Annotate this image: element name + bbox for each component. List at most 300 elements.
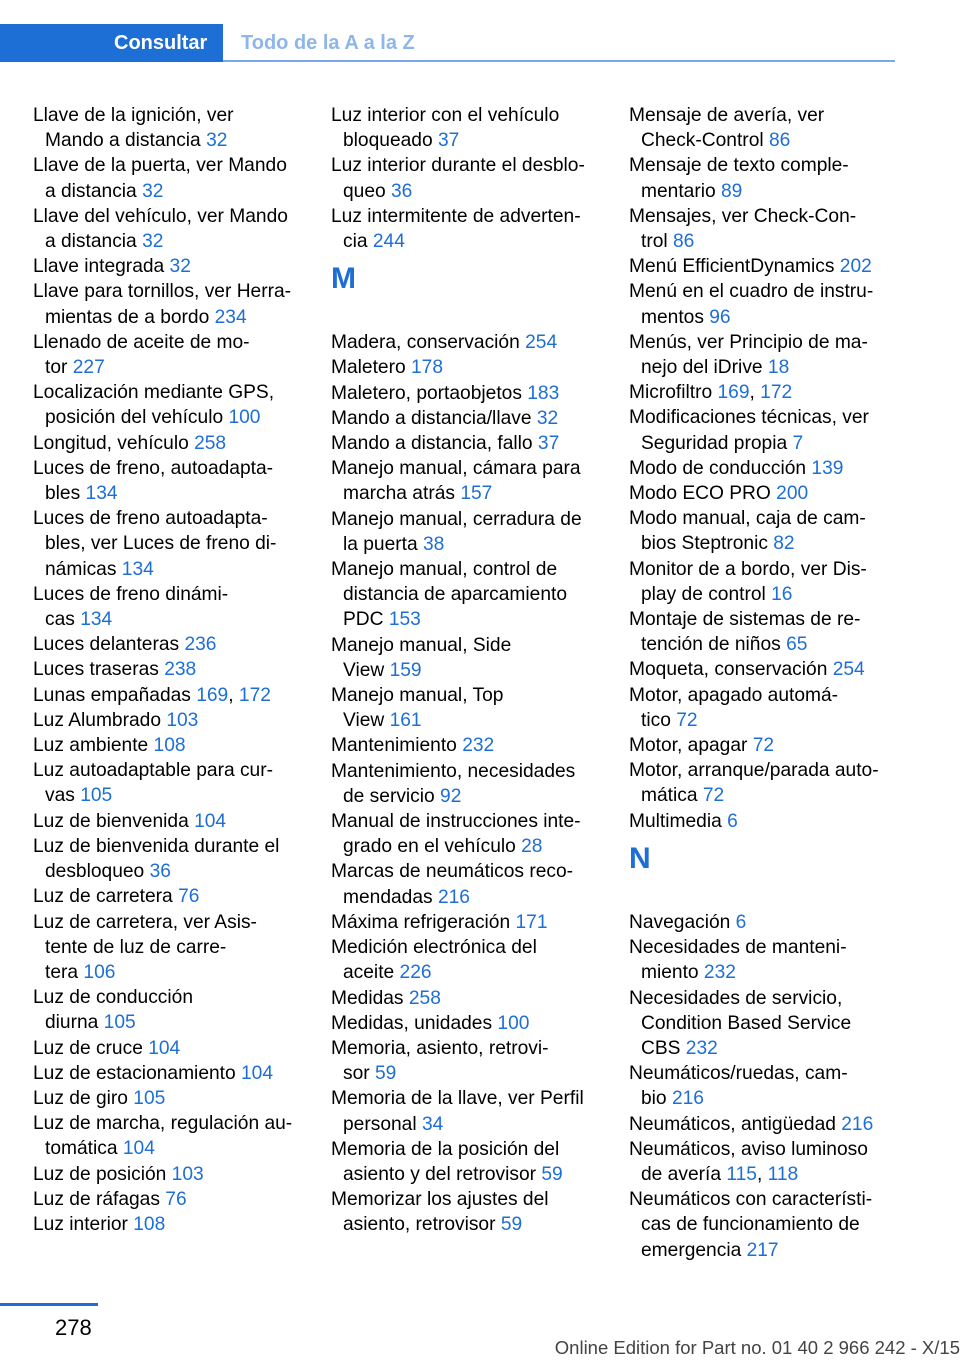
- entry-text: Mando a distancia, fallo: [331, 433, 538, 455]
- index-entry: [33, 254, 308, 279]
- entry-text: Multimedia: [629, 810, 728, 832]
- entry-text: Llenado de aceite de mo‐: [33, 331, 250, 353]
- page-link[interactable]: 172: [238, 684, 271, 706]
- page-link[interactable]: 172: [760, 382, 793, 404]
- index-entry: [629, 204, 895, 254]
- index-entry: [629, 733, 895, 758]
- entry-text: cas de funcionamiento de: [641, 1214, 860, 1236]
- index-entry: [33, 758, 308, 808]
- index-entry: [33, 204, 308, 254]
- page-link[interactable]: 236: [184, 634, 217, 656]
- entry-text: mática: [641, 785, 703, 807]
- entry-text: Memorizar los ajustes del: [331, 1189, 549, 1211]
- page-link[interactable]: 134: [80, 609, 113, 631]
- entry-text: Monitor de a bordo, ver Dis‐: [629, 558, 867, 580]
- index-entry: Neumáticos, aviso luminoso de avería 115, 118: [629, 1138, 868, 1185]
- entry-text: Montaje de sistemas de re‐: [629, 609, 861, 631]
- entry-text: Luces de freno autoadapta‐: [33, 508, 268, 530]
- index-entry: [33, 1086, 308, 1111]
- index-entry: [331, 935, 606, 985]
- page-link[interactable]: 37: [437, 130, 460, 152]
- entry-text: tera: [45, 961, 84, 983]
- entry-text: miento: [641, 962, 704, 984]
- entry-text: Manual de instrucciones inte‐: [331, 811, 581, 833]
- index-entry: Lunas empañadas 169, 172: [33, 684, 271, 706]
- section-title[interactable]: Todo de la A a la Z: [241, 32, 415, 54]
- page-link[interactable]: 226: [399, 962, 432, 984]
- entry-text: Necesidades de servicio,: [629, 987, 843, 1009]
- entry-text: tente de luz de carre‐: [45, 936, 227, 958]
- entry-text: Mantenimiento: [331, 735, 463, 757]
- page-link[interactable]: 6: [735, 911, 747, 933]
- index-entry: [629, 405, 895, 455]
- entry-text: vas: [45, 785, 81, 807]
- entry-text: nejo del iDrive: [641, 357, 768, 379]
- index-column-2: [331, 103, 606, 1238]
- page-link[interactable]: 216: [841, 1113, 874, 1135]
- entry-text: tención de niños: [641, 634, 787, 656]
- entry-text: Longitud, vehículo: [33, 432, 195, 454]
- entry-text: Maletero: [331, 357, 411, 379]
- page-link[interactable]: 106: [83, 961, 116, 983]
- index-entry: [331, 153, 606, 203]
- page-link[interactable]: 234: [214, 306, 247, 328]
- page-link[interactable]: 254: [832, 659, 865, 681]
- entry-text: Mantenimiento, necesidades: [331, 760, 576, 782]
- index-entry: [629, 986, 895, 1062]
- entry-text: Neumáticos, antigüedad: [629, 1113, 842, 1135]
- index-entry: [331, 406, 606, 431]
- index-entry: [331, 557, 606, 633]
- page-link[interactable]: 258: [194, 432, 227, 454]
- entry-text: Mando a distancia: [45, 130, 207, 152]
- page-link[interactable]: 134: [121, 558, 154, 580]
- index-entry: [331, 1137, 606, 1187]
- entry-text: bio: [641, 1088, 672, 1110]
- index-entry: [629, 330, 895, 380]
- page-link[interactable]: 89: [720, 180, 743, 202]
- entry-text: Motor, apagado automá‐: [629, 684, 839, 706]
- entry-text: Moqueta, conservación: [629, 659, 833, 681]
- page-link[interactable]: 232: [462, 735, 495, 757]
- entry-text: Neumáticos con característi‐: [629, 1189, 873, 1211]
- page-link[interactable]: 18: [767, 357, 790, 379]
- index-entry: [33, 506, 308, 582]
- entry-text: Manejo manual, cámara para: [331, 458, 581, 480]
- entry-text: Lunas empañadas: [33, 684, 197, 706]
- entry-text: Condition Based Service: [641, 1012, 852, 1034]
- index-entry: [629, 254, 895, 279]
- index-entry: [331, 910, 606, 935]
- index-entry: [629, 279, 895, 329]
- entry-text: Manejo manual, control de: [331, 559, 558, 581]
- entry-text: la puerta: [343, 533, 424, 555]
- page-link[interactable]: 36: [149, 861, 171, 883]
- index-entry: [629, 506, 895, 556]
- entry-text: Luz de cruce: [33, 1037, 149, 1059]
- entry-text: Luz intermitente de adverten‐: [331, 205, 581, 227]
- page-link[interactable]: 159: [389, 659, 422, 681]
- entry-text: de servicio: [343, 785, 441, 807]
- page-link[interactable]: 76: [165, 1188, 187, 1210]
- entry-text: námicas: [45, 558, 122, 580]
- index-entry: [33, 456, 308, 506]
- entry-text: posición del vehículo: [45, 407, 229, 429]
- index-entry: [33, 279, 308, 329]
- page-link[interactable]: 59: [375, 1063, 397, 1085]
- entry-text: Manejo manual, Side: [331, 634, 512, 656]
- entry-text: mentos: [641, 306, 710, 328]
- index-entry: [33, 985, 308, 1035]
- entry-text: bloqueado: [343, 130, 438, 152]
- index-entry: [331, 1187, 606, 1237]
- index-entry: [331, 733, 606, 758]
- page-link[interactable]: 178: [410, 357, 443, 379]
- index-entry: [331, 431, 606, 456]
- entry-text: Check-Control: [641, 130, 769, 152]
- entry-text: bles, ver Luces de freno di‐: [45, 533, 277, 555]
- edition-note: Online Edition for Part no. 01 40 2 966 242 - X/15: [554, 1337, 960, 1358]
- entry-text: Luz de giro: [33, 1087, 134, 1109]
- entry-text: Maletero, portaobjetos: [331, 382, 528, 404]
- index-entry: [629, 683, 895, 733]
- entry-text: desbloqueo: [45, 861, 150, 883]
- entry-text: de avería: [641, 1163, 727, 1185]
- entry-text: trol: [641, 231, 673, 253]
- index-entry: [331, 381, 606, 406]
- index-entry: [33, 1162, 308, 1187]
- header-rule: [223, 60, 895, 62]
- page-link[interactable]: 153: [388, 609, 421, 631]
- index-entry: [33, 1061, 308, 1086]
- footer-rule: [0, 1303, 98, 1306]
- entry-text: View: [343, 710, 390, 732]
- entry-text: mentario: [641, 180, 721, 202]
- entry-text: play de control: [641, 583, 772, 605]
- page-link[interactable]: 161: [389, 710, 422, 732]
- page-link[interactable]: 104: [122, 1138, 155, 1160]
- entry-text: Luz de posición: [33, 1163, 172, 1185]
- entry-text: asiento, retrovisor: [343, 1214, 501, 1236]
- page-link[interactable]: 216: [671, 1088, 704, 1110]
- entry-text: Manejo manual, Top: [331, 685, 504, 707]
- page-link[interactable]: 258: [408, 987, 441, 1009]
- page-link[interactable]: 34: [421, 1113, 444, 1135]
- page-link[interactable]: 217: [746, 1239, 779, 1261]
- entry-text: queo: [343, 180, 392, 202]
- page-link[interactable]: 82: [773, 533, 795, 555]
- index-entry: [331, 859, 606, 909]
- entry-text: Luz Alumbrado: [33, 709, 167, 731]
- page-link[interactable]: 169: [717, 382, 750, 404]
- page-link[interactable]: 32: [536, 407, 559, 429]
- page-link[interactable]: 86: [673, 231, 695, 253]
- entry-text: PDC: [343, 609, 389, 631]
- page-link[interactable]: 36: [391, 180, 413, 202]
- page-link[interactable]: 115: [726, 1163, 757, 1185]
- entry-text: Luces traseras: [33, 659, 165, 681]
- page-link[interactable]: 105: [133, 1087, 166, 1109]
- page-link[interactable]: 103: [166, 709, 199, 731]
- entry-text: Microfiltro: [629, 382, 718, 404]
- index-entry: [33, 632, 308, 657]
- index-entry: [33, 1212, 308, 1237]
- entry-text: Mensaje de avería, ver: [629, 105, 825, 126]
- index-entry: [629, 657, 895, 682]
- index-entry: [33, 582, 308, 632]
- entry-text: Luz de carretera, ver Asis‐: [33, 911, 257, 933]
- page-link[interactable]: 232: [703, 962, 736, 984]
- page-link[interactable]: 72: [752, 735, 775, 757]
- entry-text: Seguridad propia: [641, 432, 793, 454]
- entry-text: mientas de a bordo: [45, 306, 215, 328]
- entry-text: Llave integrada: [33, 256, 170, 278]
- entry-text: Luces delanteras: [33, 634, 185, 656]
- entry-text: Manejo manual, cerradura de: [331, 508, 582, 530]
- index-entry: [629, 935, 895, 985]
- entry-text: personal: [343, 1113, 422, 1135]
- page-link[interactable]: 37: [537, 433, 560, 455]
- entry-text: bios Steptronic: [641, 533, 774, 555]
- entry-text: asiento y del retrovisor: [343, 1163, 542, 1185]
- page-link[interactable]: 100: [497, 1012, 530, 1034]
- index-entry: [33, 884, 308, 909]
- entry-text: tomática: [45, 1138, 123, 1160]
- index-entry: [629, 153, 895, 203]
- page-link[interactable]: 104: [148, 1037, 181, 1059]
- index-entry: [331, 1036, 606, 1086]
- entry-text: Luz de bienvenida durante el: [33, 835, 280, 857]
- entry-text: Menú EfficientDynamics: [629, 256, 840, 278]
- index-entry: [331, 986, 606, 1011]
- index-entry: [331, 355, 606, 380]
- index-entry: [331, 1086, 606, 1136]
- entry-text: a distancia: [45, 180, 143, 202]
- section-letter: N: [629, 841, 651, 875]
- entry-text: Localización mediante GPS,: [33, 382, 275, 404]
- page-link[interactable]: 104: [241, 1062, 274, 1084]
- entry-text: Luz autoadaptable para cur‐: [33, 760, 274, 782]
- index-entry: [33, 1036, 308, 1061]
- entry-text: Menú en el cuadro de instru‐: [629, 281, 874, 303]
- entry-text: Modo manual, caja de cam‐: [629, 508, 866, 530]
- entry-text: Modo de conducción: [629, 457, 812, 479]
- entry-text: Luz de ráfagas: [33, 1188, 166, 1210]
- index-entry: [629, 809, 895, 834]
- index-entry: [331, 1011, 606, 1036]
- page-link[interactable]: 96: [709, 306, 731, 328]
- index-entry: [331, 103, 606, 153]
- page-link[interactable]: 72: [702, 785, 725, 807]
- entry-text: Luces de freno dinámi‐: [33, 583, 229, 605]
- entry-text: a distancia: [45, 231, 143, 253]
- entry-text: Llave para tornillos, ver Herra‐: [33, 281, 292, 303]
- index-entry: [331, 330, 606, 355]
- entry-text: Neumáticos/ruedas, cam‐: [629, 1063, 848, 1085]
- page-link[interactable]: 171: [515, 911, 548, 933]
- entry-text: Mando a distancia/llave: [331, 407, 537, 429]
- entry-text: Memoria, asiento, retrovi‐: [331, 1037, 549, 1059]
- entry-text: Navegación: [629, 911, 736, 933]
- index-column-3: [629, 103, 895, 1263]
- entry-text: marcha atrás: [343, 483, 461, 505]
- page-link[interactable]: 254: [525, 332, 558, 354]
- page-link[interactable]: 76: [178, 886, 200, 908]
- index-entry: [33, 103, 308, 153]
- page-link[interactable]: 216: [437, 886, 470, 908]
- entry-text: Memoria de la posición del: [331, 1138, 560, 1160]
- index-entry: [33, 153, 308, 203]
- entry-text: Mensaje de texto comple‐: [629, 155, 849, 177]
- page-link[interactable]: 59: [500, 1214, 523, 1236]
- entry-text: Medidas: [331, 987, 409, 1009]
- page-link[interactable]: 32: [142, 180, 164, 202]
- entry-text: diurna: [45, 1012, 104, 1034]
- entry-text: cia: [343, 231, 373, 253]
- page-link[interactable]: 6: [727, 810, 738, 832]
- page-link[interactable]: 105: [80, 785, 113, 807]
- page-link[interactable]: 38: [423, 533, 445, 555]
- index-entry: [33, 910, 308, 986]
- entry-text: Luz de bienvenida: [33, 810, 195, 832]
- index-entry: [33, 733, 308, 758]
- page-link[interactable]: 104: [194, 810, 227, 832]
- index-entry: [629, 758, 895, 808]
- index-entry: [33, 1111, 308, 1161]
- entry-text: Luz interior durante el desblo‐: [331, 155, 585, 177]
- entry-text: aceite: [343, 962, 400, 984]
- index-entry: [33, 834, 308, 884]
- entry-text: Necesidades de manteni‐: [629, 937, 847, 959]
- page-link[interactable]: 232: [685, 1037, 718, 1059]
- index-entry: [33, 330, 308, 380]
- entry-text: tico: [641, 709, 677, 731]
- page-link[interactable]: 244: [372, 231, 405, 253]
- entry-text: Madera, conservación: [331, 332, 526, 354]
- page-link[interactable]: 7: [792, 432, 804, 454]
- index-entry: [331, 633, 606, 683]
- entry-text: Llave de la puerta, ver Mando: [33, 155, 287, 177]
- entry-text: View: [343, 659, 390, 681]
- page-link[interactable]: 16: [771, 583, 793, 605]
- index-entry: [629, 1187, 895, 1263]
- index-entry: [33, 708, 308, 733]
- index-entry: [629, 910, 895, 935]
- entry-text: Marcas de neumáticos reco‐: [331, 861, 574, 883]
- page-link[interactable]: 157: [460, 483, 493, 505]
- entry-text: Luces de freno, autoadapta‐: [33, 457, 274, 479]
- entry-text: Modificaciones técnicas, ver: [629, 407, 869, 429]
- page-link[interactable]: 59: [541, 1163, 563, 1185]
- page-link[interactable]: 86: [768, 130, 791, 152]
- entry-text: Motor, apagar: [629, 735, 753, 757]
- page-link[interactable]: 32: [206, 130, 228, 152]
- section-letter: M: [331, 262, 356, 296]
- index-entry: [629, 481, 895, 506]
- entry-text: mendadas: [343, 886, 438, 908]
- page-link[interactable]: 103: [171, 1163, 204, 1185]
- page-link[interactable]: 139: [811, 457, 844, 479]
- index-entry: [331, 204, 606, 254]
- entry-text: Llave de la ignición, ver: [33, 105, 234, 126]
- index-entry: [331, 683, 606, 733]
- index-entry: [629, 1112, 895, 1137]
- page-link[interactable]: 227: [72, 357, 105, 379]
- page-link[interactable]: 169: [196, 684, 229, 706]
- page-link[interactable]: 238: [164, 659, 197, 681]
- index-entry: [629, 607, 895, 657]
- entry-text: emergencia: [641, 1239, 747, 1261]
- index-column-1: [33, 103, 308, 1237]
- index-entry: [629, 103, 895, 153]
- header-bar: [0, 0, 960, 62]
- index-entry: [331, 809, 606, 859]
- page-link[interactable]: 202: [839, 256, 872, 278]
- page-link[interactable]: 92: [440, 785, 462, 807]
- page-link[interactable]: 118: [767, 1163, 799, 1185]
- page-link[interactable]: 108: [153, 735, 186, 757]
- page-link[interactable]: 183: [527, 382, 560, 404]
- entry-text: Luz de estacionamiento: [33, 1062, 241, 1084]
- entry-text: Luz de conducción: [33, 987, 194, 1009]
- entry-text: Llave del vehículo, ver Mando: [33, 205, 288, 227]
- index-entry: [33, 809, 308, 834]
- page-link[interactable]: 105: [103, 1012, 136, 1034]
- page-link[interactable]: 32: [169, 256, 191, 278]
- index-entry: Microfiltro 169, 172: [629, 382, 793, 404]
- page-number: 278: [55, 1315, 92, 1340]
- entry-text: Luz de marcha, regulación au‐: [33, 1113, 293, 1135]
- index-entry: [331, 456, 606, 506]
- page-link[interactable]: 28: [521, 836, 543, 858]
- page-link[interactable]: 100: [228, 407, 261, 429]
- page-link[interactable]: 108: [133, 1213, 166, 1235]
- entry-text: Luz interior: [33, 1213, 134, 1235]
- tab-consultar[interactable]: Consultar: [0, 24, 223, 62]
- page-link[interactable]: 65: [786, 634, 808, 656]
- entry-text: Luz interior con el vehículo: [331, 105, 560, 126]
- entry-text: cas: [45, 609, 81, 631]
- entry-text: Luz de carretera: [33, 886, 179, 908]
- entry-text: Luz ambiente: [33, 735, 154, 757]
- entry-text: Medición electrónica del: [331, 937, 537, 959]
- index-entry: [629, 557, 895, 607]
- entry-text: Modo ECO PRO: [629, 483, 777, 505]
- index-entry: [33, 431, 308, 456]
- entry-text: Menús, ver Principio de ma‐: [629, 331, 868, 353]
- index-entry: [33, 380, 308, 430]
- page-link[interactable]: 72: [676, 709, 698, 731]
- page-link[interactable]: 200: [776, 483, 809, 505]
- page-link[interactable]: 32: [142, 231, 164, 253]
- index-entry: [629, 456, 895, 481]
- entry-text: sor: [343, 1063, 375, 1085]
- index-entry: [331, 759, 606, 809]
- entry-text: tor: [45, 357, 73, 379]
- index-entry: [33, 1187, 308, 1212]
- entry-text: Medidas, unidades: [331, 1012, 498, 1034]
- entry-text: Máxima refrigeración: [331, 911, 516, 933]
- entry-text: bles: [45, 483, 86, 505]
- entry-text: Motor, arranque/parada auto‐: [629, 760, 879, 782]
- index-entry: [331, 507, 606, 557]
- entry-text: CBS: [641, 1037, 686, 1059]
- entry-text: Mensajes, ver Check-Con‐: [629, 205, 857, 227]
- entry-text: Memoria de la llave, ver Perfil: [331, 1088, 584, 1110]
- index-entry: [33, 657, 308, 682]
- entry-text: Neumáticos, aviso luminoso: [629, 1138, 868, 1160]
- page-link[interactable]: 134: [85, 483, 118, 505]
